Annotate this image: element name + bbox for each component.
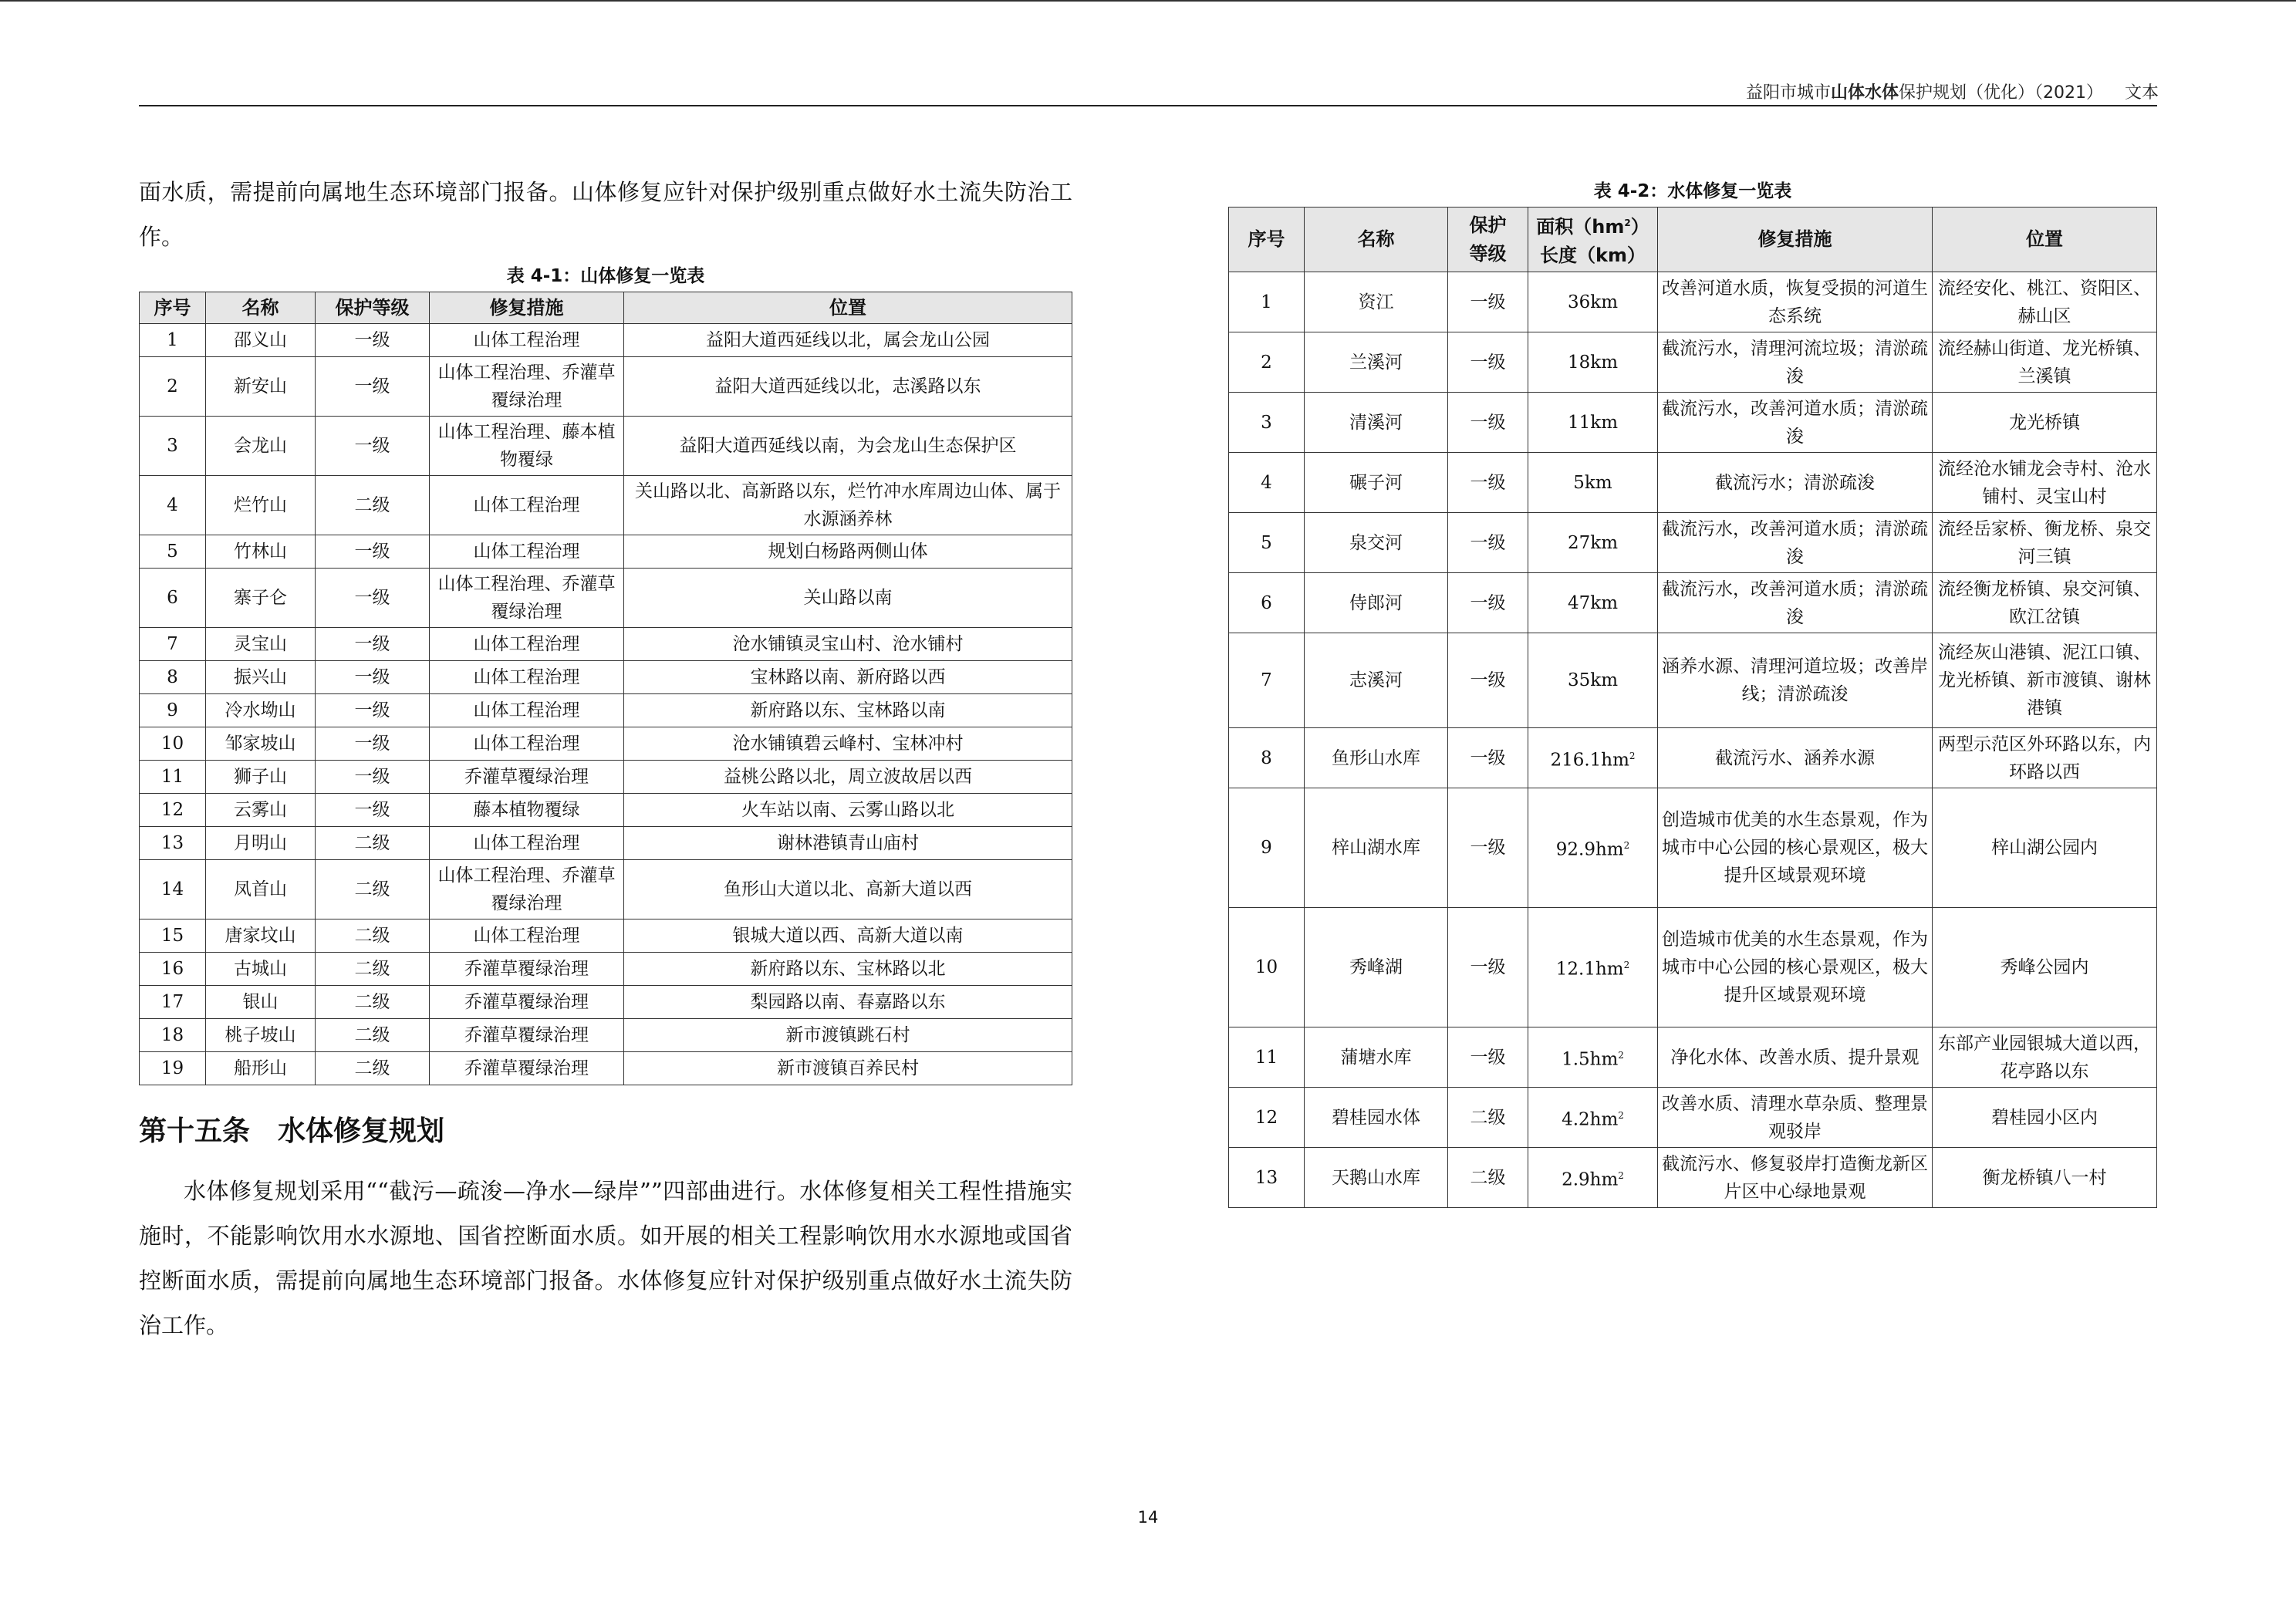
cell-no: 1: [140, 324, 206, 357]
cell-location: 流经赫山街道、龙光桥镇、兰溪镇: [1933, 332, 2157, 393]
cell-no: 18: [140, 1019, 206, 1052]
table1-caption: 表 4-1：山体修复一览表: [506, 266, 705, 286]
cell-size: [1528, 513, 1658, 573]
running-header: [1746, 79, 2159, 103]
water-restoration-table: [1228, 207, 2157, 1208]
table-row: [1229, 1088, 2157, 1148]
cell-no: 6: [140, 569, 206, 628]
table-row: [140, 986, 1072, 1019]
table-row: [1229, 332, 2157, 393]
table1-header-cell: 位置: [624, 292, 1072, 324]
table-row: [140, 694, 1072, 727]
cell-level: 一级: [1448, 272, 1528, 332]
cell-no: 4: [140, 476, 206, 535]
cell-name: 寨子仑: [206, 569, 316, 628]
cell-size: [1528, 272, 1658, 332]
cell-level: 二级: [316, 919, 430, 953]
body-paragraph: 水体修复规划采用““截污—疏浚—净水—绿岸””四部曲进行。水体修复相关工程性措施实施时，不能影响饮用水水源地、国省控断面水质。如开展的相关工程影响饮用水水源地或国省控断面水质，需提前向属地生态环境部门报备。水体修复应针对保护级别重点做好水土流失防治工作。: [139, 1178, 1072, 1338]
cell-level: 一级: [1448, 393, 1528, 453]
cell-measure: 改善河道水质，恢复受损的河道生态系统: [1658, 272, 1933, 332]
cell-location: 规划白杨路两侧山体: [624, 535, 1072, 569]
table-row: [1229, 908, 2157, 1027]
size-value: 11km: [1567, 412, 1618, 433]
size-value: 47km: [1567, 592, 1618, 613]
cell-location: 龙光桥镇: [1933, 393, 2157, 453]
table2-header-no: 序号: [1229, 208, 1305, 272]
table-row: [140, 727, 1072, 761]
cell-no: 8: [1229, 728, 1305, 788]
cell-measure: 乔灌草覆绿治理: [430, 953, 624, 986]
size-value: 36km: [1567, 292, 1618, 312]
table2-header-location: 位置: [1933, 208, 2157, 272]
cell-location: 梨园路以南、春嘉路以东: [624, 986, 1072, 1019]
cell-level: 一级: [1448, 908, 1528, 1027]
size-value: 12.1hm: [1555, 959, 1624, 980]
table2-body: [1229, 272, 2157, 1208]
table-row: [1229, 633, 2157, 728]
cell-no: 15: [140, 919, 206, 953]
cell-level: 二级: [316, 860, 430, 919]
cell-name: 蒲塘水库: [1305, 1027, 1448, 1088]
size-unit-sup: 2: [1618, 1109, 1624, 1121]
left-column: [139, 170, 1072, 1348]
cell-measure: 山体工程治理: [430, 694, 624, 727]
cell-measure: 创造城市优美的水生态景观，作为城市中心公园的核心景观区，极大提升区域景观环境: [1658, 788, 1933, 908]
table-row: [1229, 1148, 2157, 1208]
cell-location: 益阳大道西延线以南，为会龙山生态保护区: [624, 417, 1072, 476]
cell-measure: 山体工程治理、乔灌草覆绿治理: [430, 860, 624, 919]
table1-header-cell: 名称: [206, 292, 316, 324]
cell-name: 银山: [206, 986, 316, 1019]
table2-header-level: [1448, 208, 1528, 272]
cell-level: 一级: [316, 569, 430, 628]
size-unit-sup: 2: [1623, 840, 1630, 852]
cell-no: 12: [1229, 1088, 1305, 1148]
cell-measure: 山体工程治理: [430, 324, 624, 357]
cell-no: 19: [140, 1052, 206, 1085]
table1-header-cell: 修复措施: [430, 292, 624, 324]
section-title: 水体修复规划: [278, 1115, 445, 1147]
table1-header-cell: 序号: [140, 292, 206, 324]
cell-level: 一级: [1448, 633, 1528, 728]
cell-size: [1528, 1088, 1658, 1148]
cell-location: 秀峰公园内: [1933, 908, 2157, 1027]
size-value: 1.5hm: [1562, 1049, 1619, 1070]
header-bold: 山体水体: [1830, 83, 1899, 103]
table-row: [140, 417, 1072, 476]
area-sup: 2: [1624, 218, 1631, 228]
section-heading: [139, 1113, 1072, 1150]
cell-location: 衡龙桥镇八一村: [1933, 1148, 2157, 1208]
cell-name: 邵义山: [206, 324, 316, 357]
table-row: [140, 628, 1072, 661]
cell-size: [1528, 1148, 1658, 1208]
table-row: [140, 794, 1072, 827]
cell-no: 2: [1229, 332, 1305, 393]
cell-no: 5: [1229, 513, 1305, 573]
cell-no: 14: [140, 860, 206, 919]
cell-location: 碧桂园小区内: [1933, 1088, 2157, 1148]
cell-measure: 山体工程治理: [430, 727, 624, 761]
size-unit-sup: 2: [1618, 1169, 1624, 1181]
table-row: [1229, 728, 2157, 788]
table-row: [140, 761, 1072, 794]
cell-location: 沧水铺镇灵宝山村、沧水铺村: [624, 628, 1072, 661]
cell-measure: 藤本植物覆绿: [430, 794, 624, 827]
cell-level: 一级: [316, 628, 430, 661]
size-value: 92.9hm: [1555, 839, 1624, 860]
table-row: [1229, 513, 2157, 573]
table-row: [140, 569, 1072, 628]
cell-name: 秀峰湖: [1305, 908, 1448, 1027]
cell-measure: 截流污水，改善河道水质；清淤疏浚: [1658, 393, 1933, 453]
size-value: 27km: [1567, 532, 1618, 553]
cell-location: 流经安化、桃江、资阳区、赫山区: [1933, 272, 2157, 332]
cell-name: 唐家坟山: [206, 919, 316, 953]
table-row: [140, 324, 1072, 357]
table-row: [140, 827, 1072, 860]
cell-measure: 乔灌草覆绿治理: [430, 986, 624, 1019]
cell-measure: 乔灌草覆绿治理: [430, 1052, 624, 1085]
cell-name: 云雾山: [206, 794, 316, 827]
cell-no: 4: [1229, 453, 1305, 513]
cell-level: 一级: [1448, 453, 1528, 513]
section-number: 第十五条: [139, 1115, 251, 1147]
cell-measure: 截流污水、涵养水源: [1658, 728, 1933, 788]
table-row: [140, 860, 1072, 919]
cell-name: 碧桂园水体: [1305, 1088, 1448, 1148]
cell-no: 11: [140, 761, 206, 794]
size-value: 4.2hm: [1562, 1109, 1619, 1130]
cell-level: 一级: [316, 417, 430, 476]
cell-name: 兰溪河: [1305, 332, 1448, 393]
cell-size: [1528, 453, 1658, 513]
cell-level: 一级: [1448, 728, 1528, 788]
cell-name: 新安山: [206, 357, 316, 417]
table-row: [140, 535, 1072, 569]
table2-header-size: [1528, 208, 1658, 272]
size-value: 2.9hm: [1562, 1169, 1619, 1190]
cell-no: 2: [140, 357, 206, 417]
cell-no: 17: [140, 986, 206, 1019]
cell-measure: 山体工程治理: [430, 628, 624, 661]
cell-location: 关山路以南: [624, 569, 1072, 628]
table2-header-row: [1229, 208, 2157, 272]
table1-body: [140, 324, 1072, 1085]
cell-level: 一级: [316, 694, 430, 727]
cell-measure: 截流污水，改善河道水质；清淤疏浚: [1658, 573, 1933, 633]
cell-level: 二级: [316, 1019, 430, 1052]
cell-name: 烂竹山: [206, 476, 316, 535]
cell-measure: 乔灌草覆绿治理: [430, 1019, 624, 1052]
cell-size: [1528, 1027, 1658, 1088]
cell-level: 二级: [1448, 1148, 1528, 1208]
size-unit-sup: 2: [1629, 750, 1636, 761]
intro-paragraph: 面水质，需提前向属地生态环境部门报备。山体修复应针对保护级别重点做好水土流失防治工作。: [139, 179, 1072, 250]
cell-measure: 截流污水，清理河流垃圾；清淤疏浚: [1658, 332, 1933, 393]
cell-location: 谢林港镇青山庙村: [624, 827, 1072, 860]
cell-level: 一级: [1448, 788, 1528, 908]
cell-name: 冷水坳山: [206, 694, 316, 727]
cell-no: 5: [140, 535, 206, 569]
cell-level: 一级: [316, 661, 430, 694]
cell-location: 新府路以东、宝林路以南: [624, 694, 1072, 727]
table1-header-row: [140, 292, 1072, 324]
table-row: [1229, 453, 2157, 513]
cell-name: 鱼形山水库: [1305, 728, 1448, 788]
cell-location: 益阳大道西延线以北，属会龙山公园: [624, 324, 1072, 357]
cell-level: 一级: [1448, 332, 1528, 393]
cell-level: 一级: [1448, 513, 1528, 573]
level-line-1: 保护: [1469, 214, 1507, 236]
cell-location: 银城大道以西、高新大道以南: [624, 919, 1072, 953]
cell-name: 志溪河: [1305, 633, 1448, 728]
cell-level: 一级: [316, 324, 430, 357]
table-row: [140, 1052, 1072, 1085]
cell-no: 7: [1229, 633, 1305, 728]
cell-name: 资江: [1305, 272, 1448, 332]
size-value: 5km: [1573, 472, 1612, 493]
cell-location: 新市渡镇跳石村: [624, 1019, 1072, 1052]
cell-location: 两型示范区外环路以东，内环路以西: [1933, 728, 2157, 788]
cell-name: 泉交河: [1305, 513, 1448, 573]
cell-measure: 山体工程治理: [430, 919, 624, 953]
cell-location: 鱼形山大道以北、高新大道以西: [624, 860, 1072, 919]
cell-name: 邹家坡山: [206, 727, 316, 761]
cell-size: [1528, 908, 1658, 1027]
cell-level: 二级: [1448, 1088, 1528, 1148]
cell-no: 3: [140, 417, 206, 476]
cell-level: 一级: [316, 357, 430, 417]
table-row: [1229, 272, 2157, 332]
size-value: 18km: [1567, 352, 1618, 373]
cell-measure: 净化水体、改善水质、提升景观: [1658, 1027, 1933, 1088]
cell-level: 一级: [316, 794, 430, 827]
size-unit-sup: 2: [1623, 960, 1630, 971]
cell-level: 二级: [316, 476, 430, 535]
cell-no: 10: [140, 727, 206, 761]
table-row: [1229, 788, 2157, 908]
cell-no: 3: [1229, 393, 1305, 453]
cell-measure: 涵养水源、清理河道垃圾；改善岸线；清淤疏浚: [1658, 633, 1933, 728]
cell-size: [1528, 633, 1658, 728]
cell-measure: 山体工程治理、藤本植物覆绿: [430, 417, 624, 476]
cell-measure: 截流污水；清淤疏浚: [1658, 453, 1933, 513]
cell-measure: 山体工程治理: [430, 535, 624, 569]
cell-level: 一级: [316, 535, 430, 569]
cell-location: 流经岳家桥、衡龙桥、泉交河三镇: [1933, 513, 2157, 573]
header-prefix: 益阳市城市: [1745, 83, 1831, 103]
cell-size: [1528, 788, 1658, 908]
cell-no: 8: [140, 661, 206, 694]
cell-location: 梓山湖公园内: [1933, 788, 2157, 908]
cell-name: 碾子河: [1305, 453, 1448, 513]
table2-header-name: 名称: [1305, 208, 1448, 272]
cell-no: 1: [1229, 272, 1305, 332]
table-row: [140, 919, 1072, 953]
cell-name: 清溪河: [1305, 393, 1448, 453]
table-row: [140, 1019, 1072, 1052]
cell-no: 6: [1229, 573, 1305, 633]
cell-level: 二级: [316, 986, 430, 1019]
cell-location: 流经灰山港镇、泥江口镇、龙光桥镇、新市渡镇、谢林港镇: [1933, 633, 2157, 728]
cell-no: 10: [1229, 908, 1305, 1027]
table-row: [140, 661, 1072, 694]
area-close: ）: [1630, 216, 1649, 238]
area-label: 面积（hm: [1536, 216, 1625, 238]
cell-no: 9: [1229, 788, 1305, 908]
mountain-restoration-table: [139, 292, 1072, 1085]
cell-location: 流经沧水铺龙会寺村、沧水铺村、灵宝山村: [1933, 453, 2157, 513]
cell-measure: 山体工程治理: [430, 827, 624, 860]
cell-size: [1528, 728, 1658, 788]
cell-name: 会龙山: [206, 417, 316, 476]
cell-measure: 截流污水、修复驳岸打造衡龙新区片区中心绿地景观: [1658, 1148, 1933, 1208]
table2-header-measure: 修复措施: [1658, 208, 1933, 272]
cell-name: 天鹅山水库: [1305, 1148, 1448, 1208]
cell-size: [1528, 393, 1658, 453]
cell-size: [1528, 573, 1658, 633]
cell-location: 新府路以东、宝林路以北: [624, 953, 1072, 986]
size-value: 216.1hm: [1550, 750, 1629, 771]
table-row: [140, 357, 1072, 417]
table-row: [1229, 1027, 2157, 1088]
cell-name: 竹林山: [206, 535, 316, 569]
cell-no: 9: [140, 694, 206, 727]
cell-level: 二级: [316, 953, 430, 986]
table1-header-cell: 保护等级: [316, 292, 430, 324]
cell-measure: 乔灌草覆绿治理: [430, 761, 624, 794]
cell-name: 狮子山: [206, 761, 316, 794]
cell-location: 益桃公路以北，周立波故居以西: [624, 761, 1072, 794]
cell-level: 二级: [316, 827, 430, 860]
cell-location: 火车站以南、云雾山路以北: [624, 794, 1072, 827]
cell-name: 灵宝山: [206, 628, 316, 661]
cell-no: 16: [140, 953, 206, 986]
cell-measure: 山体工程治理: [430, 476, 624, 535]
header-tag: 文本: [2124, 83, 2159, 103]
cell-no: 12: [140, 794, 206, 827]
cell-name: 桃子坡山: [206, 1019, 316, 1052]
level-line-2: 等级: [1469, 242, 1507, 265]
cell-level: 二级: [316, 1052, 430, 1085]
cell-no: 13: [1229, 1148, 1305, 1208]
cell-level: 一级: [316, 727, 430, 761]
length-label: 长度（km）: [1540, 245, 1646, 266]
cell-name: 侍郎河: [1305, 573, 1448, 633]
header-suffix: 保护规划（优化）（2021）: [1898, 83, 2103, 103]
size-value: 35km: [1567, 670, 1618, 690]
cell-name: 凤首山: [206, 860, 316, 919]
cell-level: 一级: [1448, 573, 1528, 633]
table-row: [140, 953, 1072, 986]
page-number: 14: [1137, 1508, 1159, 1527]
cell-measure: 截流污水，改善河道水质；清淤疏浚: [1658, 513, 1933, 573]
cell-measure: 山体工程治理、乔灌草覆绿治理: [430, 569, 624, 628]
cell-name: 梓山湖水库: [1305, 788, 1448, 908]
cell-name: 船形山: [206, 1052, 316, 1085]
cell-location: 关山路以北、高新路以东，烂竹冲水库周边山体、属于水源涵养林: [624, 476, 1072, 535]
cell-name: 古城山: [206, 953, 316, 986]
table2-caption: 表 4-2：水体修复一览表: [1593, 181, 1792, 201]
cell-no: 7: [140, 628, 206, 661]
cell-measure: 创造城市优美的水生态景观，作为城市中心公园的核心景观区，极大提升区域景观环境: [1658, 908, 1933, 1027]
cell-location: 沧水铺镇碧云峰村、宝林冲村: [624, 727, 1072, 761]
table-row: [1229, 573, 2157, 633]
cell-name: 月明山: [206, 827, 316, 860]
cell-location: 流经衡龙桥镇、泉交河镇、欧江岔镇: [1933, 573, 2157, 633]
cell-size: [1528, 332, 1658, 393]
table-row: [1229, 393, 2157, 453]
cell-no: 11: [1229, 1027, 1305, 1088]
cell-level: 一级: [316, 761, 430, 794]
cell-measure: 山体工程治理、乔灌草覆绿治理: [430, 357, 624, 417]
cell-measure: 改善水质、清理水草杂质、整理景观驳岸: [1658, 1088, 1933, 1148]
header-rule: [139, 105, 2157, 106]
cell-level: 一级: [1448, 1027, 1528, 1088]
cell-location: 益阳大道西延线以北，志溪路以东: [624, 357, 1072, 417]
top-border: [0, 0, 2296, 2]
cell-location: 东部产业园银城大道以西，花亭路以东: [1933, 1027, 2157, 1088]
cell-no: 13: [140, 827, 206, 860]
cell-name: 振兴山: [206, 661, 316, 694]
table-row: [140, 476, 1072, 535]
right-column: [1228, 174, 2157, 1208]
cell-location: 新市渡镇百养民村: [624, 1052, 1072, 1085]
size-unit-sup: 2: [1618, 1049, 1624, 1061]
cell-location: 宝林路以南、新府路以西: [624, 661, 1072, 694]
cell-measure: 山体工程治理: [430, 661, 624, 694]
